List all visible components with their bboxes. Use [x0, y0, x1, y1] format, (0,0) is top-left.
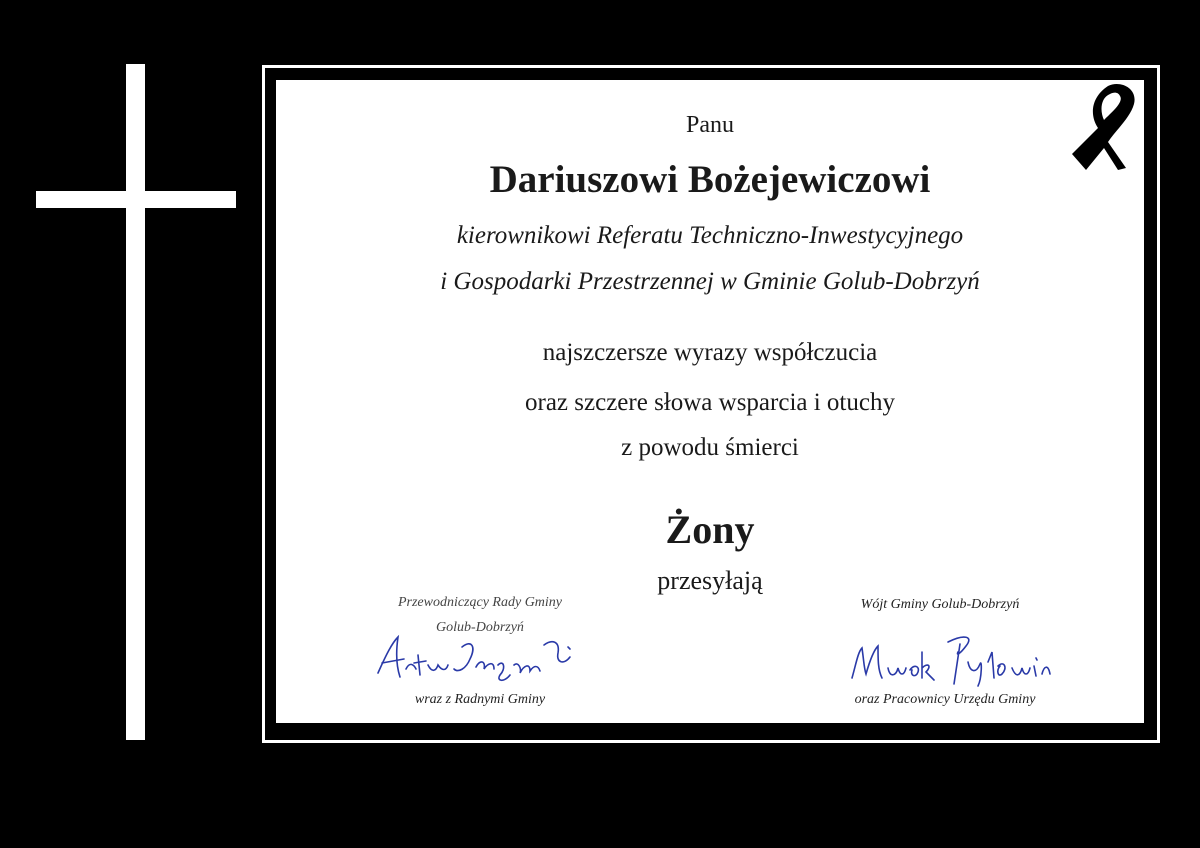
message-line2: oraz szczere słowa wsparcia i otuchy	[525, 389, 895, 416]
recipient-title-line2: i Gospodarki Przestrzennej w Gminie Golub-Dobrzyń	[440, 268, 980, 295]
message-line1: najszczersze wyrazy współczucia	[542, 339, 878, 366]
left-signer-role-line1: Przewodniczący Rady Gminy	[397, 595, 563, 610]
right-signer-with: oraz Pracownicy Urzędu Gminy	[854, 692, 1036, 707]
deceased-label: Żony	[665, 507, 755, 552]
left-signer-with: wraz z Radnymi Gminy	[414, 692, 546, 707]
recipient-title-line1: kierownikowi Referatu Techniczno-Inwestycyjnego	[456, 222, 964, 249]
sending-label: przesyłają	[657, 566, 763, 595]
cross-icon	[126, 64, 145, 740]
message-line3: z powodu śmierci	[621, 434, 799, 461]
left-handwritten-signature	[372, 625, 584, 685]
cross-icon-bar	[36, 191, 236, 208]
left-signer-role-line2: Golub-Dobrzyń	[436, 620, 524, 635]
right-signer-role: Wójt Gminy Golub-Dobrzyń	[860, 597, 1020, 612]
salutation: Panu	[686, 112, 734, 138]
right-handwritten-signature	[848, 628, 1054, 690]
recipient-name: Dariuszowi Bożejewiczowi	[489, 158, 931, 201]
